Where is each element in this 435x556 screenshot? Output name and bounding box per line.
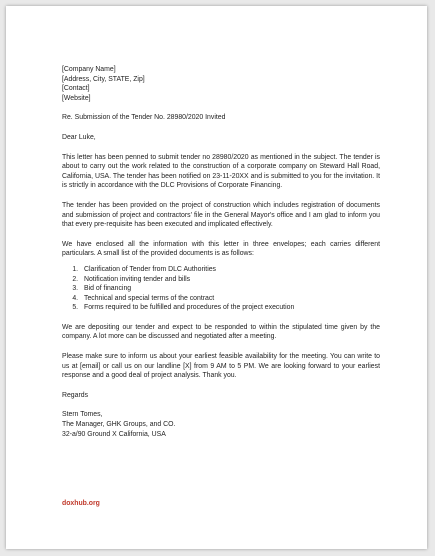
documents-list	[62, 265, 380, 313]
letter-body	[62, 65, 380, 439]
list-item: 2. Notification inviting tender and bills	[80, 275, 380, 285]
subject-line: Re. Submission of the Tender No. 28980/2020 Invited	[62, 114, 226, 122]
list-item: 1. Clarification of Tender from DLC Authorities	[80, 265, 380, 275]
signature-title: The Manager, GHK Groups, and CO.	[62, 421, 176, 429]
signature-name: Stern Tomes,	[62, 411, 103, 419]
letter-page	[6, 6, 427, 549]
address-line-company: [Company Name]	[62, 66, 116, 73]
list-item: 5. Forms required to be fulfilled and procedures of the project execution	[80, 303, 380, 313]
address-line-contact: [Contact]	[62, 85, 90, 93]
address-line-street: [Address, City, STATE, Zip]	[62, 75, 145, 83]
address-line-website: [Website]	[62, 94, 91, 102]
paragraph-2: The tender has been provided on the project of construction which includes registration of documents and submission of project and contractors' file in the General Mayor's office and I am glad to inform you that every pre-requisite has been executed and implicated effectively.	[62, 201, 380, 229]
sender-address-block	[62, 65, 380, 103]
salutation: Dear Luke,	[62, 133, 96, 141]
paragraph-1: This letter has been penned to submit tender no 28980/2020 as mentioned in the subject. The tender is about to carry out the work related to the construction of a corporate company on Steward Hall Road, California, USA. The tender has been notified on 23-11-20XX and is submitted to you for the invitation. It is strictly in accordance with the DLC Provisions of Corporate Financing.	[62, 153, 380, 190]
list-item: 4. Technical and special terms of the contract	[80, 294, 380, 304]
signature-block	[62, 410, 380, 439]
footer-watermark: doxhub.org	[62, 500, 100, 507]
closing: Regards	[62, 391, 89, 399]
signature-address: 32-a/90 Ground X California, USA	[62, 430, 166, 438]
list-item: 3. Bid of financing	[80, 284, 380, 294]
paragraph-5: Please make sure to inform us about your earliest feasible availability for the meeting. You can write to us at [email] or call us on our landline [X] from 9 AM to 5 PM. We are looking forward to your earliest response and a good deal of project analysis. Thank you.	[62, 353, 380, 380]
paragraph-4: We are depositing our tender and expect to be responded to within the stipulated time given by the company. A lot more can be discussed and negotiated after a meeting.	[62, 323, 380, 341]
paragraph-3: We have enclosed all the information with this letter in three envelopes; each carries different particulars. A small list of the provided documents is as follows:	[62, 240, 380, 258]
